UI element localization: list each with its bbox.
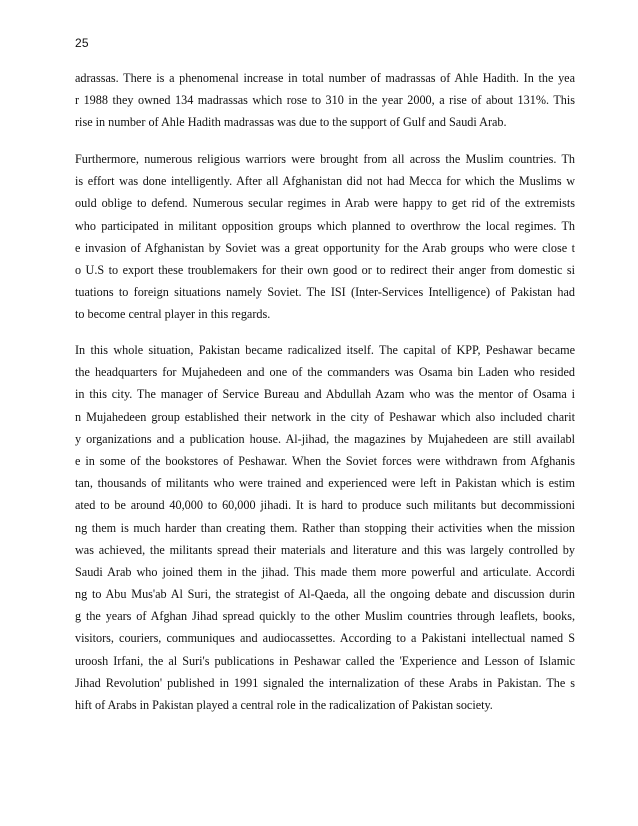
text-line: g the years of Afghan Jihad spread quickly to the other Muslim countries through leaflets, books, — [75, 609, 575, 624]
text-line: ng to Abu Mus'ab Al Suri, the strategist of Al-Qaeda, all the ongoing debate and discussion durin — [75, 587, 575, 602]
text-line: uroosh Irfani, the al Suri's publications in Peshawar called the 'Experience and Lesson of Islamic — [75, 653, 575, 668]
text-line: In this whole situation, Pakistan became radicalized itself. The capital of KPP, Peshawar became — [75, 343, 575, 357]
text-line: is effort was done intelligently. After all Afghanistan did not had Mecca for which the Muslims w — [75, 174, 575, 189]
paragraph-pakistan-radicalized — [75, 339, 575, 716]
text-line: ng them is much harder than creating them. Rather than stopping their activities when the mission — [75, 520, 575, 535]
text-line: who participated in militant opposition groups which planned to overthrow the local regimes. Th — [75, 218, 575, 233]
paragraph-madrassas — [75, 67, 575, 134]
text-line: e in some of the bookstores of Peshawar. When the Soviet forces were withdrawn from Afghanis — [75, 453, 575, 468]
text-line: was achieved, the militants spread their materials and literature and this was largely controlled by — [75, 542, 575, 557]
text-line: adrassas. There is a phenomenal increase in total number of madrassas of Ahle Hadith. In the yea — [75, 71, 575, 85]
text-line: tuations to foreign situations namely Soviet. The ISI (Inter-Services Intelligence) of Pakistan had — [75, 285, 575, 300]
text-line: Furthermore, numerous religious warriors were brought from all across the Muslim countries. Th — [75, 152, 575, 166]
text-line: visitors, couriers, communiques and audiocassettes. According to a Pakistani intellectual named S — [75, 631, 575, 646]
text-line: ated to be around 40,000 to 60,000 jihadi. It is hard to produce such militants but decommissioni — [75, 498, 575, 513]
text-line: the headquarters for Mujahedeen and one of the commanders was Osama bin Laden who resided — [75, 365, 575, 380]
text-line: hift of Arabs in Pakistan played a central role in the radicalization of Pakistan society. — [75, 698, 493, 712]
text-line: n Mujahedeen group established their network in the city of Peshawar which also included charit — [75, 409, 575, 424]
text-line: in this city. The manager of Service Bureau and Abdullah Azam who was the mentor of Osama i — [75, 387, 575, 402]
text-line: tan, thousands of militants who were trained and experienced were left in Pakistan which is estim — [75, 476, 575, 491]
text-line: y organizations and a publication house. Al-jihad, the magazines by Mujahedeen are still availabl — [75, 431, 575, 446]
text-line: e invasion of Afghanistan by Soviet was a great opportunity for the Arab groups who were close t — [75, 240, 575, 255]
text-line: Jihad Revolution' published in 1991 signaled the internalization of these Arabs in Pakistan. The s — [75, 675, 575, 690]
page-number: 25 — [75, 36, 89, 50]
text-line: Saudi Arab who joined them in the jihad. This made them more powerful and articulate. Accordi — [75, 564, 575, 579]
text-line: to become central player in this regards. — [75, 307, 271, 322]
text-line: o U.S to export these troublemakers for their own good or to redirect their anger from domestic si — [75, 262, 575, 277]
text-line: rise in number of Ahle Hadith madrassas was due to the support of Gulf and Saudi Arab. — [75, 115, 507, 130]
paragraph-religious-warriors — [75, 148, 575, 326]
text-line: ould oblige to defend. Numerous secular regimes in Arab were happy to get rid of the extremists — [75, 196, 575, 211]
text-line: r 1988 they owned 134 madrassas which rose to 310 in the year 2000, a rise of about 131%. This — [75, 93, 575, 108]
